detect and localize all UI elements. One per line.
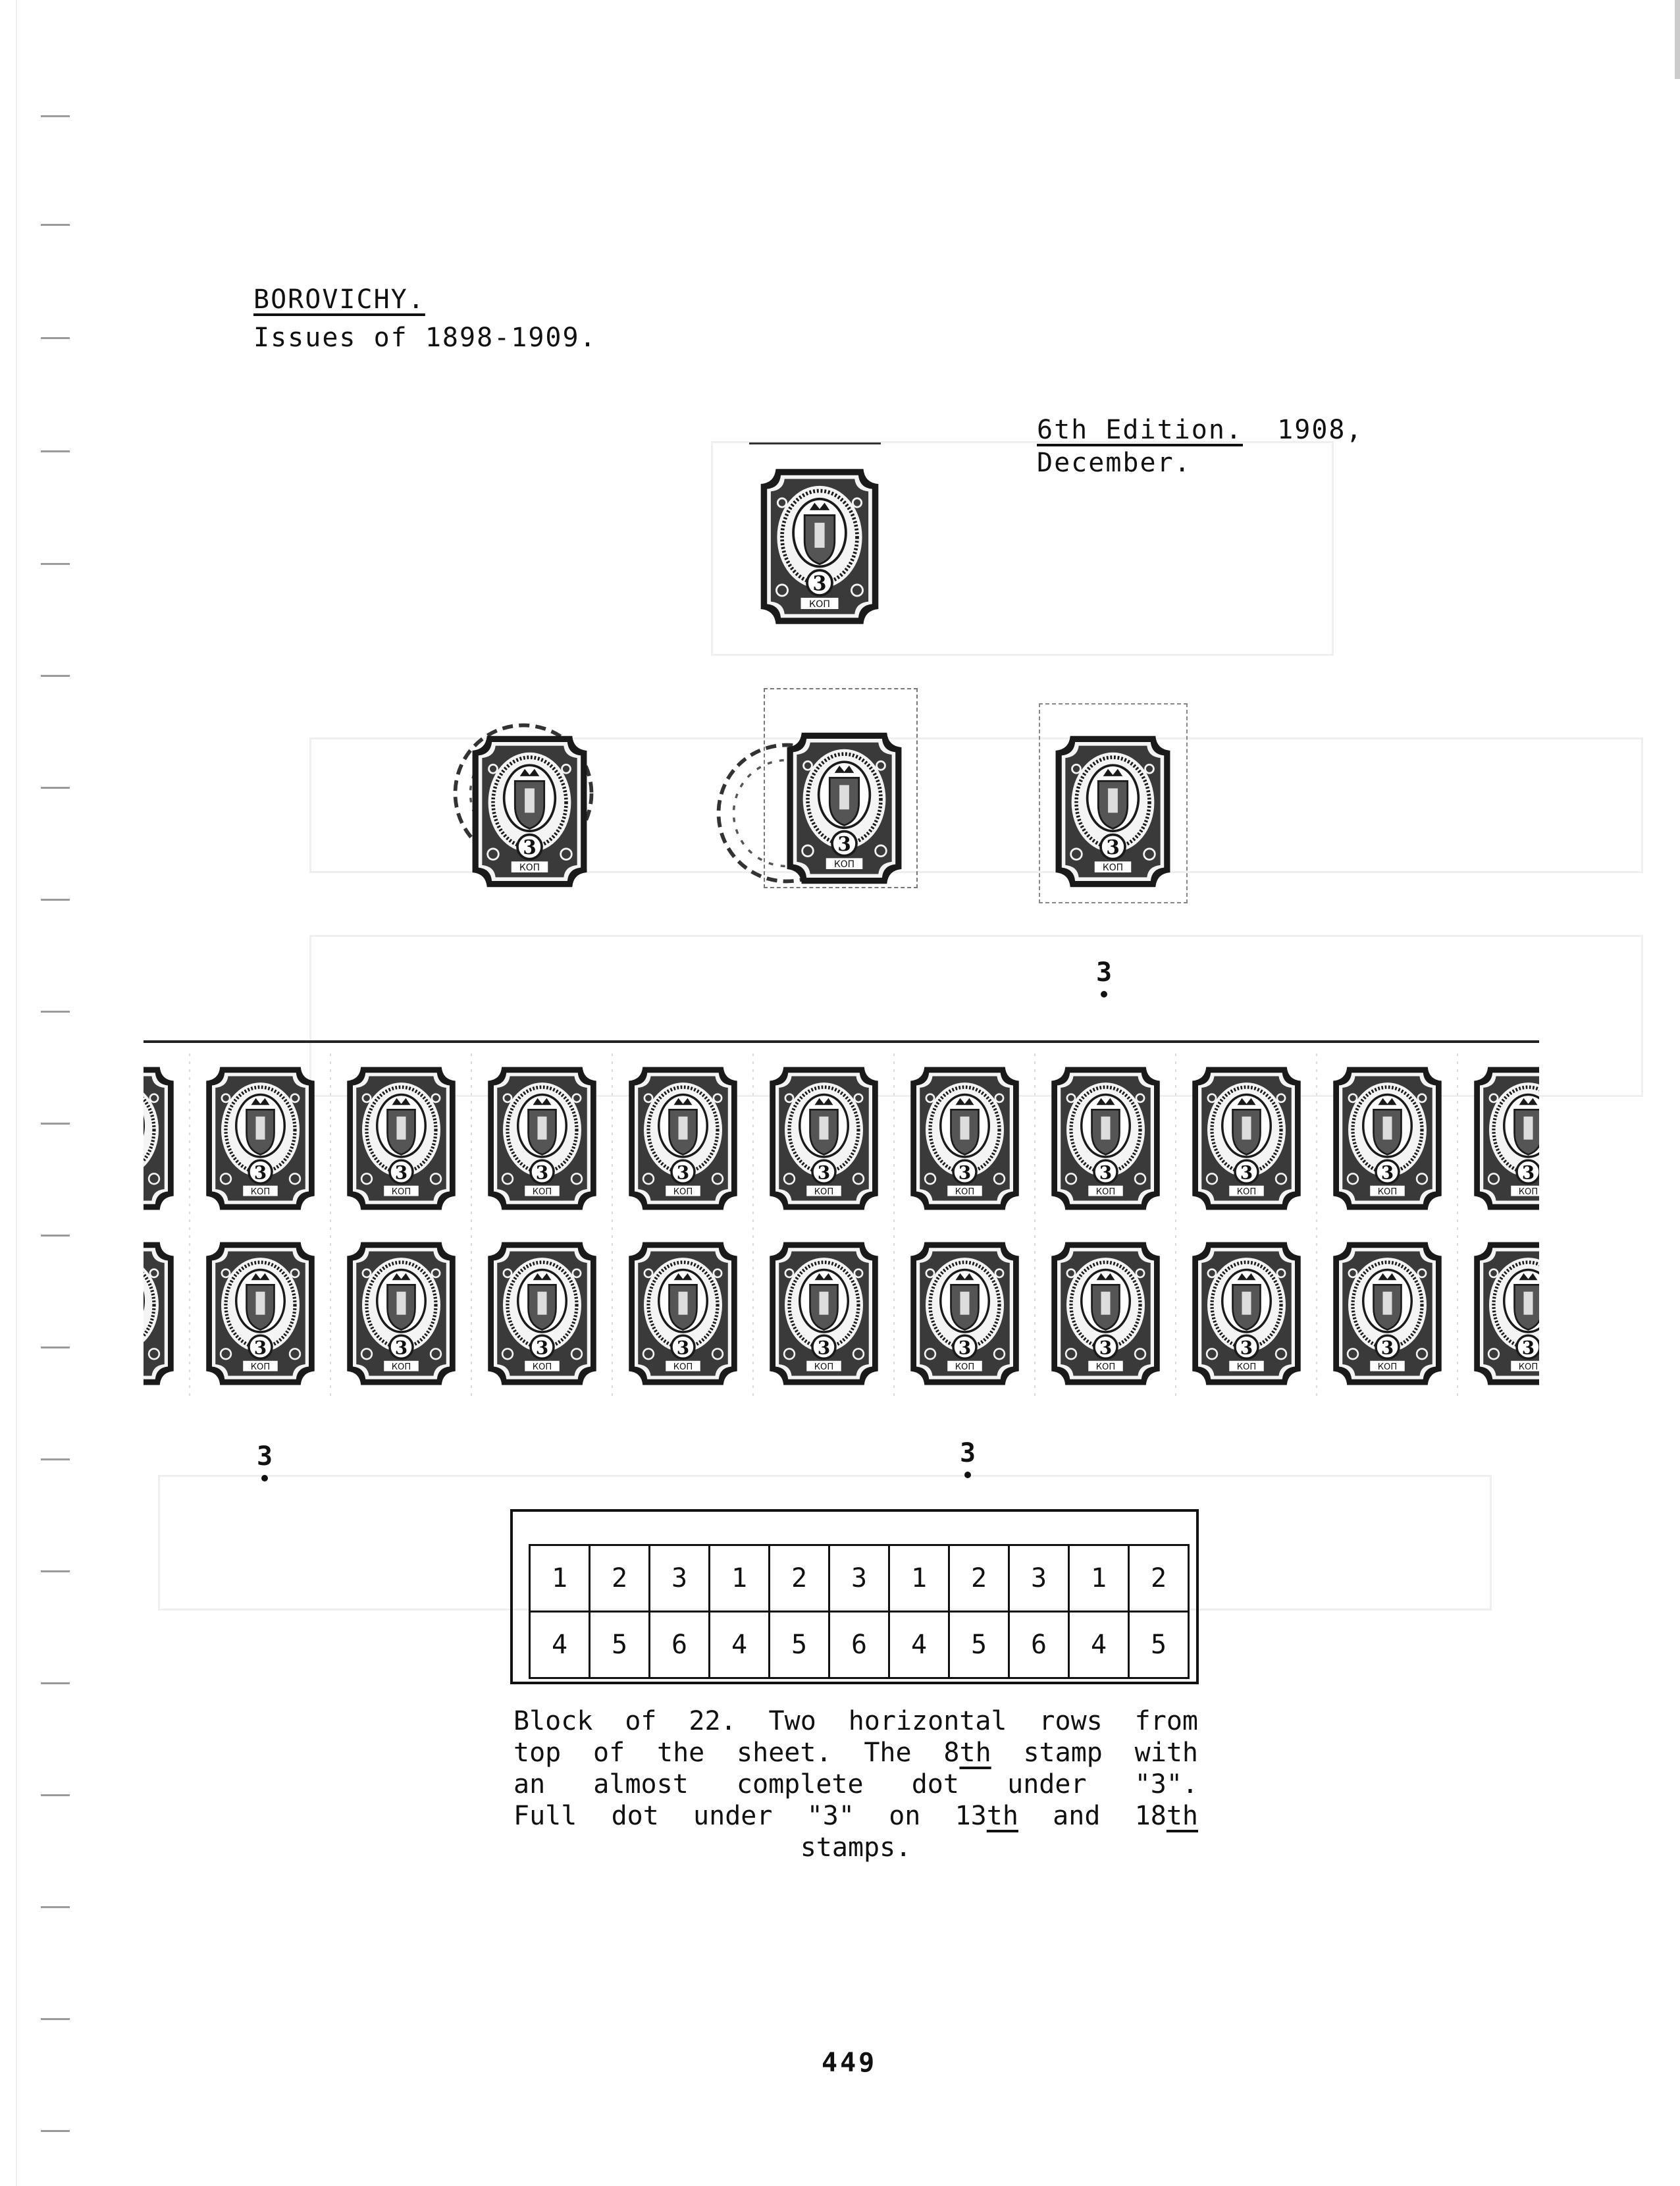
- caption-line: an almost complete dot under "3".: [513, 1769, 1198, 1799]
- table-cell: 6: [829, 1612, 889, 1678]
- page-title: BOROVICHY.: [253, 284, 425, 315]
- block-stamp: [206, 1242, 315, 1385]
- block-stamp: [629, 1242, 737, 1385]
- caption-ordinal: th: [986, 1801, 1018, 1831]
- value-digit: 3: [959, 1438, 976, 1468]
- page-edge: [1675, 0, 1680, 79]
- block-stamp: [910, 1067, 1019, 1210]
- margin-tick: [41, 787, 70, 789]
- value-mark-single: [1091, 958, 1117, 998]
- margin-tick: [41, 115, 70, 117]
- block-stamp: [770, 1067, 878, 1210]
- table-row-top: [530, 1545, 1189, 1612]
- mint-stamp: [757, 458, 882, 635]
- caption-line: stamps.: [800, 1832, 912, 1863]
- dot-marker: [1101, 991, 1107, 998]
- block-stamp: [1051, 1242, 1160, 1385]
- table-cell: 3: [829, 1545, 889, 1612]
- margin-tick: [41, 1794, 70, 1796]
- table-cell: 5: [1129, 1612, 1189, 1678]
- used-stamp-2: [783, 721, 905, 895]
- block-stamp: [629, 1067, 737, 1210]
- caption-line: [513, 1800, 1198, 1832]
- margin-tick: [41, 2130, 70, 2132]
- table-cell: 1: [889, 1545, 949, 1612]
- table-cell: 5: [770, 1612, 829, 1678]
- margin-tick: [41, 1346, 70, 1348]
- page-number: 449: [822, 2048, 878, 2078]
- table-cell: 2: [590, 1545, 650, 1612]
- caption-line: [513, 1737, 1198, 1769]
- margin-tick: [41, 337, 70, 339]
- block-stamp: [488, 1242, 596, 1385]
- value-digit: 3: [1095, 957, 1113, 988]
- margin-tick: [41, 450, 70, 452]
- value-mark-block-left: [251, 1442, 278, 1481]
- table-cell: 1: [1069, 1545, 1129, 1612]
- margin-tick: [41, 1682, 70, 1684]
- table-cell: 6: [1009, 1612, 1069, 1678]
- table-cell: 4: [889, 1612, 949, 1678]
- table-cell: 6: [650, 1612, 710, 1678]
- block-stamp: [1333, 1242, 1442, 1385]
- block-stamp: [206, 1067, 315, 1210]
- margin-tick: [41, 2018, 70, 2020]
- perforation-line: [749, 442, 881, 444]
- margin-tick: [41, 1458, 70, 1460]
- caption-text: stamp with: [991, 1738, 1198, 1768]
- dot-marker: [261, 1475, 268, 1481]
- used-stamp-1: [469, 724, 591, 899]
- block-stamp: [910, 1242, 1019, 1385]
- table-cell: 3: [1009, 1545, 1069, 1612]
- margin-tick: [41, 1906, 70, 1908]
- margin-tick: [41, 675, 70, 677]
- partial-stamp: [1474, 1242, 1539, 1385]
- binder-line: [16, 0, 17, 2186]
- used-stamp-3: [1052, 724, 1174, 899]
- margin-tick: [41, 1123, 70, 1125]
- value-mark-block-middle: [955, 1439, 981, 1478]
- table-cell: 2: [770, 1545, 829, 1612]
- table-cell: 1: [530, 1545, 590, 1612]
- block-stamp: [770, 1242, 878, 1385]
- edition-month: December.: [1037, 448, 1192, 478]
- block-stamp: [488, 1067, 596, 1210]
- caption-line: Block of 22. Two horizontal rows from: [513, 1706, 1198, 1736]
- table-cell: 4: [1069, 1612, 1129, 1678]
- edition-year: 1908,: [1277, 415, 1363, 445]
- caption-text: and 18: [1018, 1801, 1167, 1831]
- margin-tick: [41, 899, 70, 901]
- margin-tick: [41, 1235, 70, 1237]
- value-digit: 3: [256, 1441, 273, 1472]
- block-stamp: [347, 1242, 456, 1385]
- page-subtitle: Issues of 1898-1909.: [253, 323, 597, 353]
- sheet-top-margin: [144, 1040, 1539, 1043]
- caption-ordinal: th: [1166, 1801, 1199, 1831]
- edition-heading: [1037, 415, 1363, 445]
- position-table: [529, 1544, 1190, 1679]
- block-stamp: [1051, 1067, 1160, 1210]
- table-cell: 5: [949, 1612, 1009, 1678]
- margin-tick: [41, 563, 70, 565]
- caption-text: top of the sheet. The 8: [513, 1738, 960, 1768]
- partial-stamp: [144, 1067, 174, 1210]
- block-stamp: [1192, 1242, 1301, 1385]
- dot-marker: [964, 1472, 971, 1478]
- margin-tick: [41, 1011, 70, 1013]
- table-cell: 4: [710, 1612, 770, 1678]
- table-cell: 5: [590, 1612, 650, 1678]
- partial-stamp: [1474, 1067, 1539, 1210]
- table-cell: 2: [949, 1545, 1009, 1612]
- table-row-bottom: [530, 1612, 1189, 1678]
- table-cell: 1: [710, 1545, 770, 1612]
- margin-tick: [41, 224, 70, 226]
- table-cell: 2: [1129, 1545, 1189, 1612]
- caption-text: Full dot under "3" on 13: [513, 1801, 987, 1831]
- table-cell: 4: [530, 1612, 590, 1678]
- block-stamp: [347, 1067, 456, 1210]
- partial-stamp: [144, 1242, 174, 1385]
- block-stamp: [1333, 1067, 1442, 1210]
- block-stamp: [1192, 1067, 1301, 1210]
- caption-ordinal: th: [959, 1738, 991, 1768]
- margin-tick: [41, 1570, 70, 1572]
- edition-label: 6th Edition.: [1037, 415, 1243, 445]
- stamp-block-22: [144, 1047, 1539, 1406]
- table-cell: 3: [650, 1545, 710, 1612]
- block-caption: [513, 1705, 1198, 1863]
